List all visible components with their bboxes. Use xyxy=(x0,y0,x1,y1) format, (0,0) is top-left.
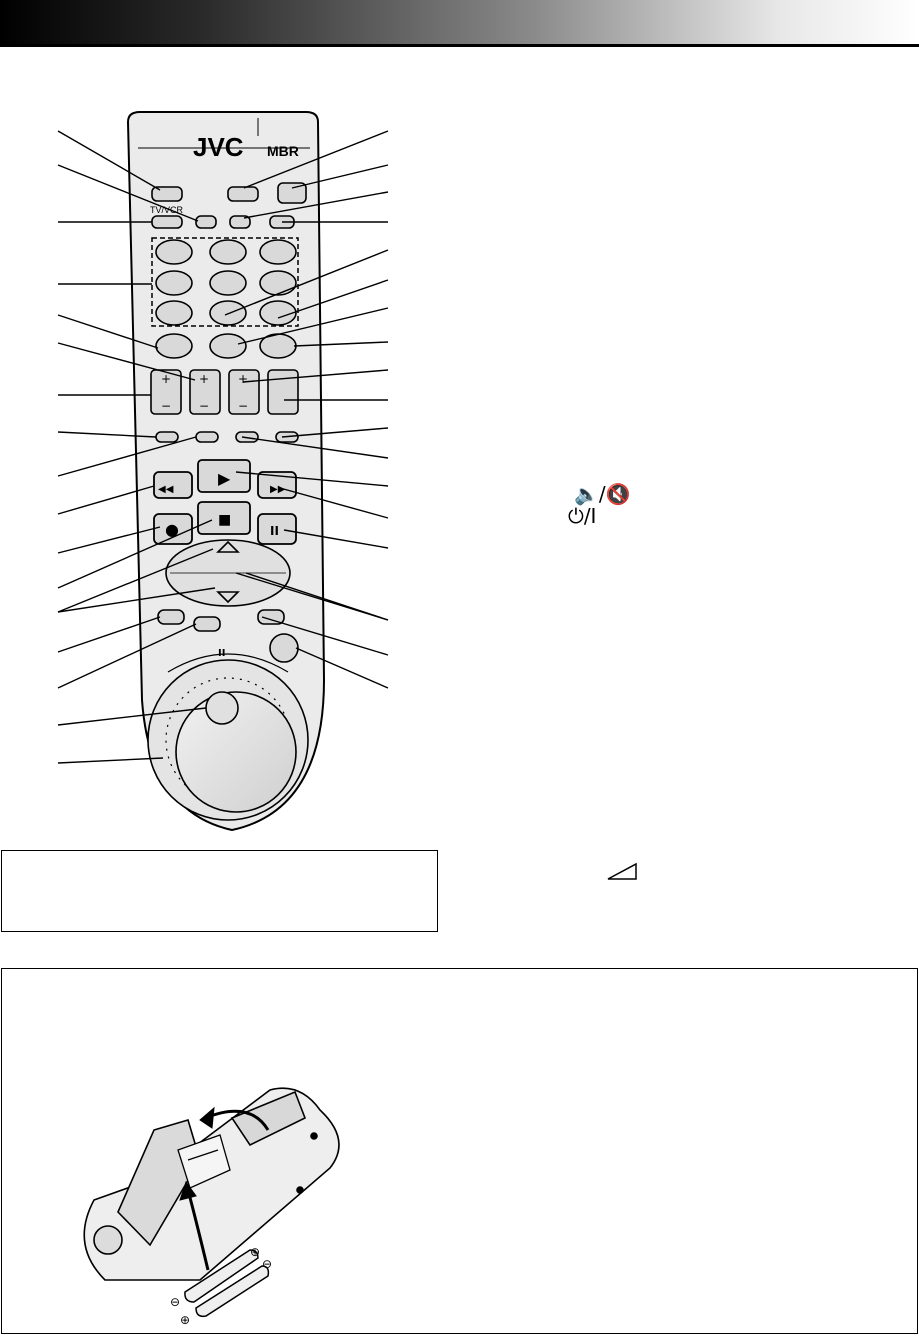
remote-control-diagram xyxy=(0,60,420,840)
fn-small-3[interactable] xyxy=(236,432,258,442)
minus-mark: − xyxy=(238,399,249,413)
key-0[interactable] xyxy=(210,334,246,358)
plus-mark: + xyxy=(238,372,249,386)
key-3[interactable] xyxy=(260,240,296,264)
lower-button-1[interactable] xyxy=(158,610,184,624)
battery-plus-mark: ⊕ xyxy=(180,1313,191,1325)
plus-mark: + xyxy=(161,372,172,386)
fast-forward-icon: ▶▶ xyxy=(270,484,286,495)
direction-pad[interactable] xyxy=(166,540,290,606)
tv-vcr-label: TV/VCR xyxy=(150,205,184,215)
key-8[interactable] xyxy=(210,301,246,325)
key-6[interactable] xyxy=(260,271,296,295)
key-left-lower[interactable] xyxy=(156,334,192,358)
fn-small-1[interactable] xyxy=(156,432,178,442)
plus-mark: + xyxy=(199,372,210,386)
mute-button[interactable] xyxy=(228,187,258,201)
jog-center-button[interactable] xyxy=(206,692,238,724)
tv-vcr-mode-button[interactable] xyxy=(152,216,182,228)
battery-minus-mark: ⊖ xyxy=(262,1257,273,1271)
note-box xyxy=(1,850,438,932)
mbr-logo: MBR xyxy=(267,143,299,159)
lower-round-button[interactable] xyxy=(270,634,298,662)
tv-vcr-button[interactable] xyxy=(152,187,182,201)
stop-icon: ■ xyxy=(218,512,232,528)
battery-installation-diagram xyxy=(60,1075,360,1325)
minus-mark: − xyxy=(161,399,172,413)
minus-mark: − xyxy=(199,399,210,413)
section-header-bar xyxy=(0,0,919,44)
header-rule xyxy=(0,44,919,47)
tv-volume-rocker[interactable] xyxy=(268,370,298,414)
key-2[interactable] xyxy=(210,240,246,264)
key-1[interactable] xyxy=(156,240,192,264)
speaker-mute-icon: 🔈/🔇 xyxy=(574,482,631,506)
pause-icon: II xyxy=(270,524,279,538)
power-standby-icon: ⏻/I xyxy=(568,504,597,528)
wedge-triangle-icon xyxy=(606,862,640,882)
play-icon: ▶ xyxy=(218,469,231,488)
rewind-icon: ◀◀ xyxy=(158,484,174,495)
battery-minus-mark: ⊖ xyxy=(170,1295,181,1309)
record-icon: ● xyxy=(165,520,179,539)
battery-plus-mark: ⊕ xyxy=(250,1245,261,1259)
lower-button-2[interactable] xyxy=(194,617,220,631)
key-7[interactable] xyxy=(156,301,192,325)
key-5[interactable] xyxy=(210,271,246,295)
func-button-1[interactable] xyxy=(196,216,216,228)
key-4[interactable] xyxy=(156,271,192,295)
jvc-logo: JVC xyxy=(193,132,244,162)
fn-small-2[interactable] xyxy=(196,432,218,442)
shuttle-pause-mark: II xyxy=(218,648,226,659)
